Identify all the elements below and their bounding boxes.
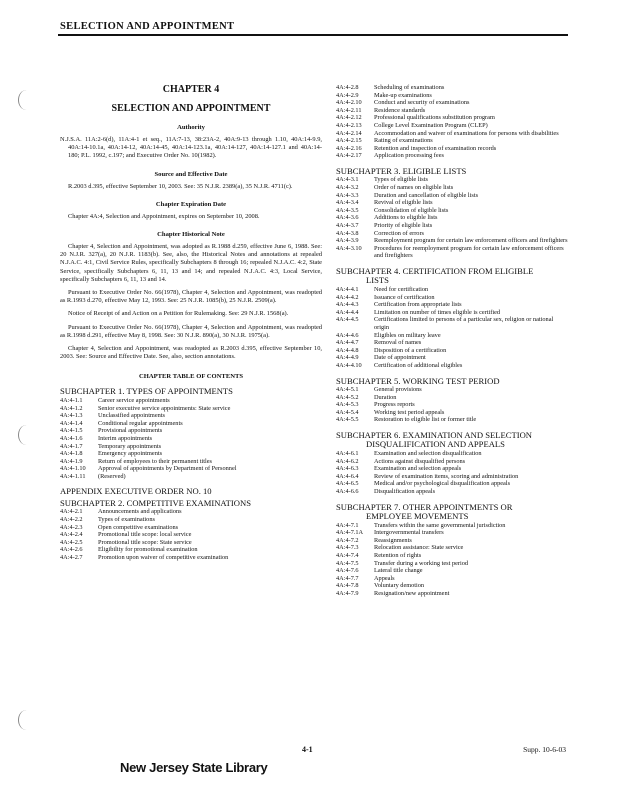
section-number: 4A:4-3.10 [336, 244, 362, 252]
section-title: Reemployment program for certain law enforcement officers and firefighters [374, 237, 568, 245]
toc-list [336, 450, 568, 496]
toc-entry [60, 539, 322, 547]
toc-entry [336, 122, 568, 130]
section-title: Review of examination items, scoring and administration [374, 472, 519, 480]
history-paragraph: Notice of Receipt of and Action on a Petition for Rulemaking. See: 29 N.J.R. 1568(a). [68, 310, 289, 318]
section-title: Scheduling of examinations [374, 84, 445, 91]
subchapter-heading-line: LISTS [366, 275, 389, 286]
toc-list [60, 397, 322, 481]
expiration-text: Chapter 4A:4, Selection and Appointment, expires on September 10, 2008. [68, 212, 260, 220]
section-number: 4A:4-2.6 [60, 546, 83, 554]
section-number: 4A:4-7.5 [336, 559, 359, 567]
section-title: Duration and cancellation of eligible lists [374, 191, 479, 199]
section-title: Promotional title scope: local service [98, 531, 192, 539]
section-title: Retention of rights [374, 551, 422, 559]
section-number: 4A:4-3.6 [336, 214, 359, 222]
section-number: 4A:4-6.2 [336, 457, 359, 465]
toc-entry [60, 458, 322, 466]
section-title: Resignation/new appointment [374, 589, 450, 597]
source-heading: Source and Effective Date [154, 170, 228, 178]
section-title: Voluntary demotion [374, 582, 425, 590]
section-title: Issuance of certification [374, 293, 435, 301]
section-title: Date of appointment [374, 354, 426, 362]
section-number: 4A:4-2.4 [60, 531, 83, 539]
section-title: Priority of eligible lists [374, 222, 433, 229]
section-title: Accommodation and waiver of examinations for persons with disabilities [374, 129, 559, 137]
section-number: 4A:4-4.10 [336, 361, 362, 369]
toc-entry [336, 522, 568, 530]
section-number: 4A:4-3.9 [336, 237, 359, 245]
section-number: 4A:4-3.1 [336, 176, 359, 184]
subchapter-heading-line: SUBCHAPTER 7. OTHER APPOINTMENTS OR [336, 501, 513, 512]
toc-entry [336, 386, 568, 394]
toc-list [336, 84, 568, 160]
toc-entry [60, 546, 322, 554]
section-number: 4A:4-2.8 [336, 84, 359, 91]
punch-hole-mark [18, 710, 35, 730]
section-title: Retention and inspection of examination records [374, 144, 497, 152]
section-number: 4A:4-7.3 [336, 544, 359, 552]
section-title: Limitation on number of times eligible is certified [374, 308, 501, 316]
section-title: Reassignments [374, 536, 412, 544]
section-number: 4A:4-2.16 [336, 144, 362, 152]
toc-entry [60, 473, 322, 481]
expiration-heading: Chapter Expiration Date [155, 200, 227, 208]
section-number: 4A:4-4.6 [336, 331, 359, 339]
section-number: 4A:4-4.8 [336, 346, 359, 354]
section-title: (Reserved) [98, 472, 126, 480]
toc-entry [60, 405, 322, 413]
toc-entry [336, 294, 568, 302]
toc-entry [336, 214, 568, 222]
toc-entry [336, 458, 568, 466]
section-title: Announcements and applications [98, 508, 182, 516]
section-title: Consolidation of eligible lists [374, 206, 449, 214]
toc-entry [336, 401, 568, 409]
toc-entry [336, 544, 568, 552]
toc-list [336, 286, 568, 370]
section-title: Certification of additional eligibles [374, 361, 463, 369]
section-number: 4A:4-1.6 [60, 434, 83, 442]
section-title: Promotional title scope: State service [98, 538, 192, 546]
toc-entry [336, 192, 568, 200]
section-title: Residence standards [374, 106, 426, 114]
section-number: 4A:4-1.10 [60, 465, 86, 473]
section-number: 4A:4-2.12 [336, 114, 362, 122]
running-header: SELECTION AND APPOINTMENT [60, 21, 235, 32]
section-number: 4A:4-6.1 [336, 449, 359, 457]
toc-entry [336, 409, 568, 417]
toc-list [336, 176, 568, 260]
section-number: 4A:4-6.5 [336, 480, 359, 488]
toc-list [336, 386, 568, 424]
toc-entry [336, 575, 568, 583]
toc-entry [336, 529, 568, 537]
toc-heading: CHAPTER TABLE OF CONTENTS [138, 373, 244, 381]
toc-entry [336, 137, 568, 145]
section-number: 4A:4-1.8 [60, 450, 83, 458]
toc-entry [60, 554, 322, 562]
history-paragraph: Pursuant to Executive Order No. 66(1978), Chapter 4, Selection and Appointment, was readopted as R.1993 d.270, effective May 12, 1993. See: 25 N.J.R. 1085(b), 25 N.J.R. 2509(a). [60, 289, 322, 305]
section-title: Need for certification [374, 285, 429, 293]
toc-entry [336, 450, 568, 458]
section-title: Additions to eligible lists [374, 214, 438, 222]
section-title: Procedures for reemployment program for certain law enforcement officers and firefighters [374, 244, 564, 260]
section-number: 4A:4-4.9 [336, 354, 359, 362]
section-number: 4A:4-2.14 [336, 129, 362, 137]
subchapter-heading: SUBCHAPTER 1. TYPES OF APPOINTMENTS [60, 386, 233, 397]
toc-entry [60, 435, 322, 443]
toc-entry [336, 537, 568, 545]
toc-entry [336, 286, 568, 294]
section-title: Application processing fees [374, 152, 444, 160]
toc-entry [60, 450, 322, 458]
section-number: 4A:4-1.7 [60, 442, 83, 450]
section-number: 4A:4-6.6 [336, 487, 359, 495]
section-title: Examination and selection appeals [374, 465, 462, 473]
section-title: Open competitive examinations [98, 523, 179, 531]
subchapter-heading: SUBCHAPTER 2. COMPETITIVE EXAMINATIONS [60, 497, 251, 508]
section-title: Eligibles on military leave [374, 331, 441, 339]
section-number: 4A:4-2.13 [336, 121, 362, 129]
toc-entry [60, 516, 322, 524]
section-number: 4A:4-1.9 [60, 457, 83, 465]
section-title: Progress reports [374, 401, 415, 409]
toc-entry [336, 222, 568, 230]
section-title: Lateral title change [374, 567, 423, 575]
section-title: Relocation assistance: State service [374, 544, 464, 552]
supplement-date: Supp. 10-6-03 [523, 745, 566, 754]
section-number: 4A:4-7.7 [336, 574, 359, 582]
authority-heading: Authority [177, 124, 205, 131]
toc-entry [60, 397, 322, 405]
section-number: 4A:4-4.1 [336, 285, 359, 293]
section-number: 4A:4-1.5 [60, 427, 83, 435]
section-title: Order of names on eligible lists [374, 184, 454, 192]
section-title: Transfers within the same governmental jurisdiction [374, 521, 506, 529]
history-paragraph: Pursuant to Executive Order No. 66(1978), Chapter 4, Selection and Appointment, was readopted as R.1998 d.291, effective May 8, 1998. See: 30 N.J.R. 890(a), 30 N.J.R. 1975(a). [60, 323, 322, 339]
section-number: 4A:4-7.9 [336, 589, 359, 597]
section-title: Revival of eligible lists [374, 199, 433, 207]
subchapter-heading: SUBCHAPTER 3. ELIGIBLE LISTS [336, 165, 467, 176]
section-number: 4A:4-4.7 [336, 339, 359, 347]
toc-entry [60, 465, 322, 473]
toc-entry [336, 99, 568, 107]
section-number: 4A:4-2.2 [60, 516, 83, 524]
section-number: 4A:4-3.7 [336, 222, 359, 229]
toc-entry [336, 114, 568, 122]
toc-entry [336, 316, 568, 331]
section-number: 4A:4-3.5 [336, 206, 359, 214]
section-title: Unclassified appointments [98, 412, 165, 420]
section-number: 4A:4-7.1A [336, 529, 364, 537]
toc-entry [336, 237, 568, 245]
section-title: Types of eligible lists [374, 176, 428, 184]
toc-entry [60, 443, 322, 451]
section-title: Actions against disqualified persons [374, 457, 466, 465]
section-title: Disqualification appeals [374, 487, 436, 495]
toc-entry [336, 354, 568, 362]
subchapter-heading [336, 503, 568, 522]
section-title: Emergency appointments [98, 450, 163, 458]
source-text: R.2003 d.395, effective September 10, 2003. See: 35 N.J.R. 2389(a), 35 N.J.R. 4711(c). [68, 182, 293, 190]
section-number: 4A:4-2.17 [336, 152, 362, 160]
toc-entry [60, 427, 322, 435]
section-title: Working test period appeals [374, 408, 445, 416]
section-number: 4A:4-6.3 [336, 465, 359, 473]
punch-hole-mark [18, 425, 35, 445]
section-title: Restoration to eligible list or former title [374, 416, 477, 424]
punch-hole-mark [18, 90, 35, 110]
section-title: Provisional appointments [98, 427, 163, 435]
section-number: 4A:4-3.8 [336, 229, 359, 237]
toc-entry [336, 245, 568, 260]
toc-entry [60, 524, 322, 532]
subchapter-heading [336, 267, 568, 286]
section-title: Temporary appointments [98, 442, 162, 450]
section-title: Approval of appointments by Department of Personnel [98, 465, 237, 473]
section-number: 4A:4-1.3 [60, 412, 83, 420]
section-number: 4A:4-7.6 [336, 567, 359, 575]
section-number: 4A:4-1.4 [60, 419, 83, 427]
section-title: Medical and/or psychological disqualification appeals [374, 480, 511, 488]
section-title: Interim appointments [98, 434, 153, 442]
section-number: 4A:4-4.2 [336, 293, 359, 301]
section-number: 4A:4-5.2 [336, 393, 359, 401]
toc-entry [336, 416, 568, 424]
toc-list [336, 522, 568, 598]
section-number: 4A:4-7.8 [336, 582, 359, 590]
subchapter-heading: SUBCHAPTER 5. WORKING TEST PERIOD [336, 375, 500, 386]
toc-list [60, 508, 322, 561]
section-title: Types of examinations [98, 516, 155, 524]
chapter-number: CHAPTER 4 [162, 84, 220, 95]
toc-entry [336, 152, 568, 160]
section-number: 4A:4-5.3 [336, 401, 359, 409]
section-title: Return of employees to their permanent titles [98, 457, 213, 465]
section-number: 4A:4-3.3 [336, 191, 359, 199]
toc-entry [336, 339, 568, 347]
toc-entry [336, 567, 568, 575]
appendix-heading: APPENDIX EXECUTIVE ORDER NO. 10 [60, 486, 212, 497]
subchapter-heading [336, 431, 568, 450]
section-title: Conduct and security of examinations [374, 99, 470, 107]
toc-entry [336, 309, 568, 317]
section-title: Conditional regular appointments [98, 419, 183, 427]
section-number: 4A:4-2.5 [60, 538, 83, 546]
subchapter-heading-line: EMPLOYEE MOVEMENTS [366, 511, 469, 522]
section-number: 4A:4-5.4 [336, 408, 359, 416]
section-number: 4A:4-1.11 [60, 472, 86, 480]
section-number: 4A:4-4.5 [336, 316, 359, 324]
section-title: Eligibility for promotional examination [98, 546, 198, 554]
toc-entry [336, 145, 568, 153]
section-number: 4A:4-7.2 [336, 536, 359, 544]
toc-entry [336, 199, 568, 207]
section-number: 4A:4-2.10 [336, 99, 362, 107]
toc-entry [60, 412, 322, 420]
section-number: 4A:4-2.11 [336, 106, 362, 114]
toc-entry [336, 347, 568, 355]
section-title: Promotion upon waiver of competitive examination [98, 554, 229, 562]
section-title: Senior executive service appointments: State service [98, 404, 231, 412]
section-number: 4A:4-5.1 [336, 386, 359, 393]
section-number: 4A:4-2.7 [60, 554, 83, 562]
right-column [336, 84, 568, 597]
history-heading: Chapter Historical Note [157, 231, 225, 239]
section-number: 4A:4-2.9 [336, 91, 359, 99]
toc-entry [336, 184, 568, 192]
section-title: Disposition of a certification [374, 346, 447, 354]
section-number: 4A:4-3.2 [336, 184, 359, 192]
toc-entry [336, 92, 568, 100]
toc-entry [336, 480, 568, 488]
section-number: 4A:4-4.4 [336, 308, 359, 316]
subchapter-heading-line: SUBCHAPTER 6. EXAMINATION AND SELECTION [336, 429, 532, 440]
section-number: 4A:4-1.1 [60, 396, 83, 404]
toc-entry [336, 394, 568, 402]
section-number: 4A:4-4.3 [336, 301, 359, 309]
page-number: 4-1 [302, 745, 313, 754]
toc-entry [336, 301, 568, 309]
section-title: Transfer during a working test period [374, 559, 469, 567]
toc-entry [60, 531, 322, 539]
subchapter-heading-line: DISQUALIFICATION AND APPEALS [366, 439, 505, 450]
section-title: Career service appointments [98, 396, 170, 404]
section-title: Intergovernmental transfers [374, 529, 444, 537]
section-title: Correction of errors [374, 229, 425, 237]
toc-entry [336, 560, 568, 568]
section-title: Rating of examinations [374, 137, 433, 145]
section-number: 4A:4-2.1 [60, 508, 83, 516]
subchapter-heading-line: SUBCHAPTER 4. CERTIFICATION FROM ELIGIBLE [336, 265, 534, 276]
section-title: Certifications limited to persons of a particular sex, religion or national origin [374, 316, 554, 331]
chapter-title: SELECTION AND APPOINTMENT [111, 103, 271, 114]
section-title: Removal of names [374, 339, 422, 347]
toc-entry [336, 176, 568, 184]
toc-entry [336, 590, 568, 598]
section-number: 4A:4-5.5 [336, 416, 359, 424]
authority-text: N.J.S.A. 11A:2-6(d), 11A:4-1 et seq., 11A:7-13, 38:23A-2, 40A:9-13 through 1.10, 40A:14-9.9, 40A:14-10.1a, 40A:14-12, 40A:14-45, 40A:14-123.1a, 40A:14-127, 40A:14-127.1 and 40A:14-180; P.L. 1992, c.197; and Executive Order No. 10(1982). [60, 136, 322, 160]
toc-entry [336, 552, 568, 560]
section-title: General provisions [374, 386, 422, 393]
toc-entry [336, 130, 568, 138]
toc-entry [60, 508, 322, 516]
header-rule [58, 34, 568, 36]
section-title: College Level Examination Program (CLEP) [374, 121, 488, 129]
history-paragraph: Chapter 4, Selection and Appointment, was adopted as R.1988 d.259, effective June 6, 1988. See: 20 N.J.R. 327(a), 20 N.J.R. 1183(b). See, also, the Historical Notes and annotations at repealed N.J.A.C. 4:1, Civil Service Rules, specifically Subchapters 8 through 16; repealed N.J.A.C. 4:2, State Service, specifically Subchapters 6, 11, 13 and 14; and repealed N.J.A.C. 4:3, Local Service, specifically Subchapters 6, 11, 13 and 14. [60, 243, 322, 283]
library-watermark: New Jersey State Library [120, 760, 268, 775]
toc-entry [336, 84, 568, 92]
toc-entry [336, 230, 568, 238]
left-column [60, 84, 322, 562]
section-number: 4A:4-2.15 [336, 137, 362, 145]
history-paragraph: Chapter 4, Selection and Appointment, was readopted as R.2003 d.395, effective September 10, 2003. See: Source and Effective Date. See, also, section annotations. [60, 345, 322, 361]
toc-entry [336, 107, 568, 115]
section-title: Examination and selection disqualification [374, 449, 482, 457]
section-number: 4A:4-7.4 [336, 551, 359, 559]
toc-entry [336, 488, 568, 496]
section-number: 4A:4-7.1 [336, 521, 359, 529]
section-title: Certification from appropriate lists [374, 301, 462, 309]
section-number: 4A:4-2.3 [60, 523, 83, 531]
section-title: Make-up examinations [374, 91, 432, 99]
toc-entry [336, 207, 568, 215]
toc-entry [336, 332, 568, 340]
toc-entry [336, 582, 568, 590]
toc-entry [336, 362, 568, 370]
toc-entry [336, 465, 568, 473]
section-number: 4A:4-1.2 [60, 404, 83, 412]
section-title: Appeals [374, 574, 395, 582]
toc-entry [60, 420, 322, 428]
section-number: 4A:4-3.4 [336, 199, 359, 207]
section-title: Professional qualifications substitution program [374, 114, 495, 122]
section-number: 4A:4-6.4 [336, 472, 359, 480]
section-title: Duration [374, 393, 397, 401]
toc-entry [336, 473, 568, 481]
